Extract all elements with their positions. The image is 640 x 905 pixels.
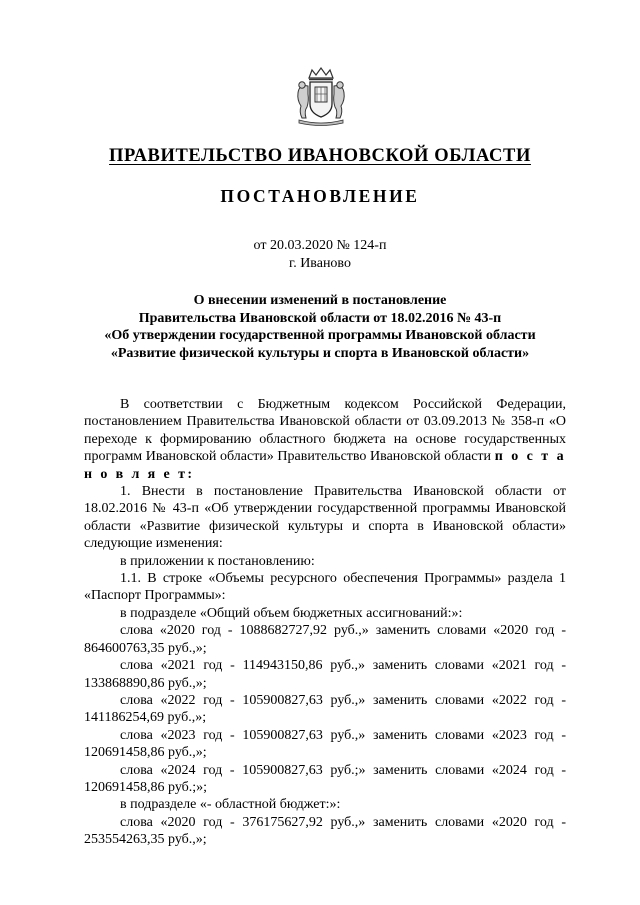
item-1-1-paragraph: 1.1. В строке «Объемы ресурсного обеспечения Программы» раздела 1 «Паспорт Программы»: bbox=[84, 571, 566, 604]
regional-subsection-paragraph: в подразделе «- областной бюджет:»: bbox=[120, 797, 341, 813]
item-1-paragraph: 1. Внести в постановление Правительства Ивановской области от 18.02.2016 № 43-п «Об утверждении государственной программы Ивановской области «Развитие физической культуры и спорта в Ивановской области» следующие изменения: bbox=[84, 484, 566, 552]
total-2022-paragraph: слова «2022 год - 105900827,63 руб.,» заменить словами «2022 год - 141186254,69 руб.,»; bbox=[84, 692, 566, 726]
organization-title: ПРАВИТЕЛЬСТВО ИВАНОВСКОЙ ОБЛАСТИ bbox=[109, 146, 531, 166]
document-date-number: от 20.03.2020 № 124-п bbox=[253, 238, 387, 253]
ivanovo-coat-of-arms-icon bbox=[293, 66, 349, 126]
preamble-paragraph bbox=[84, 396, 566, 483]
document-type-title: ПОСТАНОВЛЕНИЕ bbox=[220, 186, 420, 206]
preamble-text: В соответствии с Бюджетным кодексом Российской Федерации, постановлением Правительства Ивановской области от 03.09.2013 № 358-п «О переходе к формированию областного бюджета на основе государственных программ Ивановской области» Правительство Ивановской области bbox=[84, 397, 566, 465]
total-2024-paragraph: слова «2024 год - 105900827,63 руб.;» заменить словами «2024 год - 120691458,86 руб.;»; bbox=[84, 762, 566, 795]
regional-2020-paragraph: слова «2020 год - 376175627,92 руб.,» заменить словами «2020 год - 253554263,35 руб.,»; bbox=[84, 814, 566, 848]
document-body bbox=[84, 396, 566, 849]
subject-line: «Развитие физической культуры и спорта в Ивановской области» bbox=[110, 345, 530, 361]
decree-word: п о с т а н о в л я е т: bbox=[84, 449, 566, 482]
annex-paragraph: в приложении к постановлению: bbox=[120, 553, 315, 569]
subject-line: О внесении изменений в постановление bbox=[193, 293, 447, 308]
total-2020-paragraph: слова «2020 год - 1088682727,92 руб.,» заменить словами «2020 год - 864600763,35 руб.,»; bbox=[84, 623, 566, 656]
subject-line: «Об утверждении государственной программы Ивановской области bbox=[104, 328, 536, 343]
total-2023-paragraph: слова «2023 год - 105900827,63 руб.,» заменить словами «2023 год - 120691458,86 руб.,»; bbox=[84, 727, 566, 761]
document-subject bbox=[60, 292, 580, 362]
document-city: г. Иваново bbox=[289, 256, 351, 271]
total-subsection-paragraph: в подразделе «Общий объем бюджетных ассигнований:»: bbox=[120, 605, 463, 621]
total-2021-paragraph: слова «2021 год - 114943150,86 руб.,» заменить словами «2021 год - 133868890,86 руб.,»; bbox=[84, 658, 566, 691]
subject-line: Правительства Ивановской области от 18.02.2016 № 43-п bbox=[138, 310, 502, 326]
